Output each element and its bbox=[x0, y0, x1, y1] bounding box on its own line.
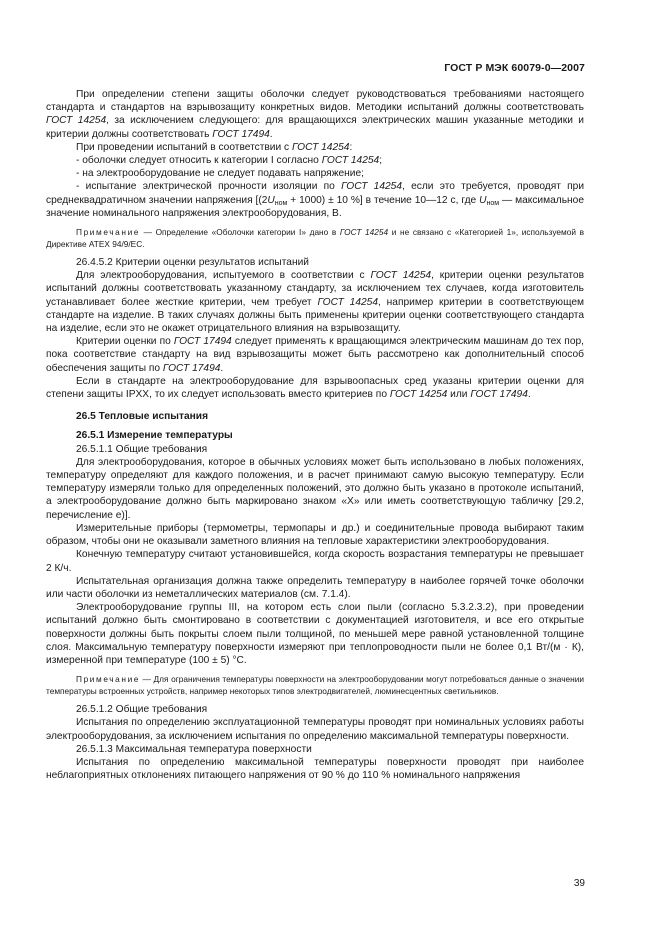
paragraph bbox=[46, 141, 584, 154]
paragraph bbox=[46, 375, 584, 401]
subscript: ном bbox=[274, 199, 288, 207]
note bbox=[46, 673, 584, 697]
standard-ref: ГОСТ 14254 bbox=[46, 115, 107, 127]
text-run: Для электрооборудования, испытуемого в соответствии с bbox=[76, 270, 371, 282]
text-run: . bbox=[220, 362, 224, 374]
standard-ref: ГОСТ 14254 bbox=[370, 270, 432, 282]
paragraph: Испытательная организация должна также определить температуру в наиболее горячей точке оболочки или части оболочки из неметаллических материалов (см. 7.1.4). bbox=[46, 575, 584, 600]
standard-ref: ГОСТ 14254 bbox=[341, 181, 403, 193]
standard-ref: ГОСТ 14254 bbox=[291, 141, 350, 153]
paragraph: Конечную температуру считают установившейся, когда скорость возрастания температуры не превышает 2 К/ч. bbox=[46, 549, 584, 574]
text-run: . bbox=[527, 389, 531, 401]
standard-ref: ГОСТ 17494 bbox=[162, 362, 221, 374]
paragraph: Испытания по определению эксплуатационной температуры проводят при номинальных условиях работы электрооборудования, за исключением испытания по определению максимальной температуры поверхности. bbox=[46, 717, 584, 742]
text-run: — Для ограничения температуры поверхности на электрооборудовании могут потребоваться данные о значении температуры встроенных устройств, например некоторых типов электродвигателей, люминесцентных светильников. bbox=[46, 674, 584, 697]
doc-code-header: ГОСТ Р МЭК 60079-0—2007 bbox=[444, 62, 585, 74]
page-content bbox=[46, 88, 584, 782]
standard-ref: ГОСТ 17494 bbox=[470, 389, 528, 401]
paragraph bbox=[46, 269, 584, 335]
note bbox=[46, 226, 584, 250]
section-heading: 26.5.1 Измерение температуры bbox=[76, 430, 233, 442]
text-run: + 1000) ± 10 %] в течение 10—12 с, где bbox=[287, 194, 480, 206]
standard-ref: ГОСТ 14254 bbox=[321, 155, 380, 167]
paragraph: Измерительные приборы (термометры, термопары и др.) и соединительные провода выбирают таким образом, чтобы они не оказывали заметного влияния на тепловые характеристики электрооборудования. bbox=[46, 522, 584, 548]
note-label: Примечание bbox=[76, 674, 141, 685]
section-heading: 26.5 Тепловые испытания bbox=[76, 411, 209, 423]
text-run: При определении степени защиты оболочки следует руководствоваться требованиями настоящего стандарта и стандартов на взрывозащиту конкретных видов. Методики испытаний должны соответствовать bbox=[46, 89, 584, 114]
subsection-heading: 26.5.1.3 Максимальная температура поверхности bbox=[76, 743, 312, 755]
list-item bbox=[46, 180, 584, 220]
standard-ref: ГОСТ 14254 bbox=[389, 389, 448, 401]
text-run: - оболочки следует относить к категории I согласно bbox=[76, 155, 322, 167]
text-run: — максимальное значение номинального напряжения электрооборудования, В. bbox=[46, 194, 584, 219]
standard-ref: ГОСТ 17494 bbox=[212, 128, 270, 140]
paragraph: Испытания по определению максимальной температуры поверхности проводят при наиболее неблагоприятных отклонениях питающего напряжения от 90 % до 110 % номинального напряжения bbox=[46, 756, 584, 782]
text-run: . bbox=[269, 128, 273, 140]
voltage-symbol: U bbox=[267, 194, 275, 206]
paragraph: Электрооборудование группы III, на котором есть слои пыли (согласно 5.3.2.3.2), при проведении испытаний должно быть смонтировано в соответствии с документацией изготовителя, и все его открытые поверхности должны быть покрыты слоем пыли толщиной, по меньшей мере равной установленной толщине слоя. Максимальную температуру поверхности измеряют при теплопроводности пыли не более 0,1 Вт/(м · К), измеренной при температуре (100 ± 5) °С. bbox=[46, 602, 584, 666]
text-run: При проведении испытаний в соответствии с bbox=[76, 141, 292, 153]
list-item: - на электрооборудование не следует подавать напряжение; bbox=[76, 168, 364, 180]
paragraph: Для электрооборудования, которое в обычных условиях может быть использовано в любых положениях, температуру определяют для каждого положения, и в расчет принимают самую высокую температуру. Если температуру измеряли только для определенных положений, это должно быть указано в протоколе испытаний, а электрооборудование должно быть маркировано знаком «X» или иметь соответствующую табличку [29.2, перечисление е)]. bbox=[46, 456, 584, 521]
subsection-heading: 26.5.1.1 Общие требования bbox=[76, 443, 208, 455]
text-run: , если это требуется, проводят при среднеквадратичном значении напряжения [(2 bbox=[46, 181, 585, 206]
list-item bbox=[46, 154, 584, 167]
text-run: и не связано с «Категорией 1», используемой в Директиве ATEX 94/9/EC. bbox=[46, 227, 584, 250]
text-run: следует применять к вращающимся электрическим машинам до тех пор, пока соответствие стандарту на вид взрывозащиты может быть рассмотрено как дополнительный способ обеспечения защиты по bbox=[46, 336, 584, 374]
standard-ref: ГОСТ 14254 bbox=[339, 227, 389, 238]
text-run: , критерии оценки результатов испытаний должны соответствовать указанному стандарту, за исключением тех случаев, когда изготовитель устанавливает более жесткие критерии, чем требует bbox=[46, 270, 584, 308]
paragraph bbox=[46, 335, 584, 375]
text-run: : bbox=[349, 141, 353, 153]
text-run: ; bbox=[379, 155, 383, 167]
text-run: , за исключением следующего: для вращающихся электрических машин указанные методики и критерии должны соответствовать bbox=[46, 115, 584, 140]
standard-ref: ГОСТ 14254 bbox=[317, 296, 378, 308]
subscript: ном bbox=[486, 199, 500, 207]
text-run: — Определение «Оболочки категории I» дано в bbox=[140, 227, 340, 238]
text-run: - испытание электрической прочности изоляции по bbox=[76, 181, 342, 193]
paragraph bbox=[46, 88, 584, 141]
standard-ref: ГОСТ 17494 bbox=[173, 336, 232, 348]
text-run: Если в стандарте на электрооборудование для взрывоопасных сред указаны критерии оценки для степени защиты IPXX, то их следует использовать вместо критериев по bbox=[46, 375, 584, 401]
voltage-symbol: U bbox=[479, 194, 487, 206]
text-run: , например критерии в соответствующем стандарте на изделие. В таких случаях должны быть применены критерии оценки соответствующего стандарта на изделие, если это не окажет отрицательного влияния на взрывозащиту. bbox=[46, 296, 585, 335]
text-run: Критерии оценки по bbox=[76, 336, 174, 348]
subsection-heading: 26.4.5.2 Критерии оценки результатов испытаний bbox=[76, 257, 309, 269]
text-run: или bbox=[447, 389, 471, 401]
page-number: 39 bbox=[573, 878, 585, 889]
subsection-heading: 26.5.1.2 Общие требования bbox=[76, 704, 208, 716]
note-label: Примечание bbox=[76, 227, 141, 238]
